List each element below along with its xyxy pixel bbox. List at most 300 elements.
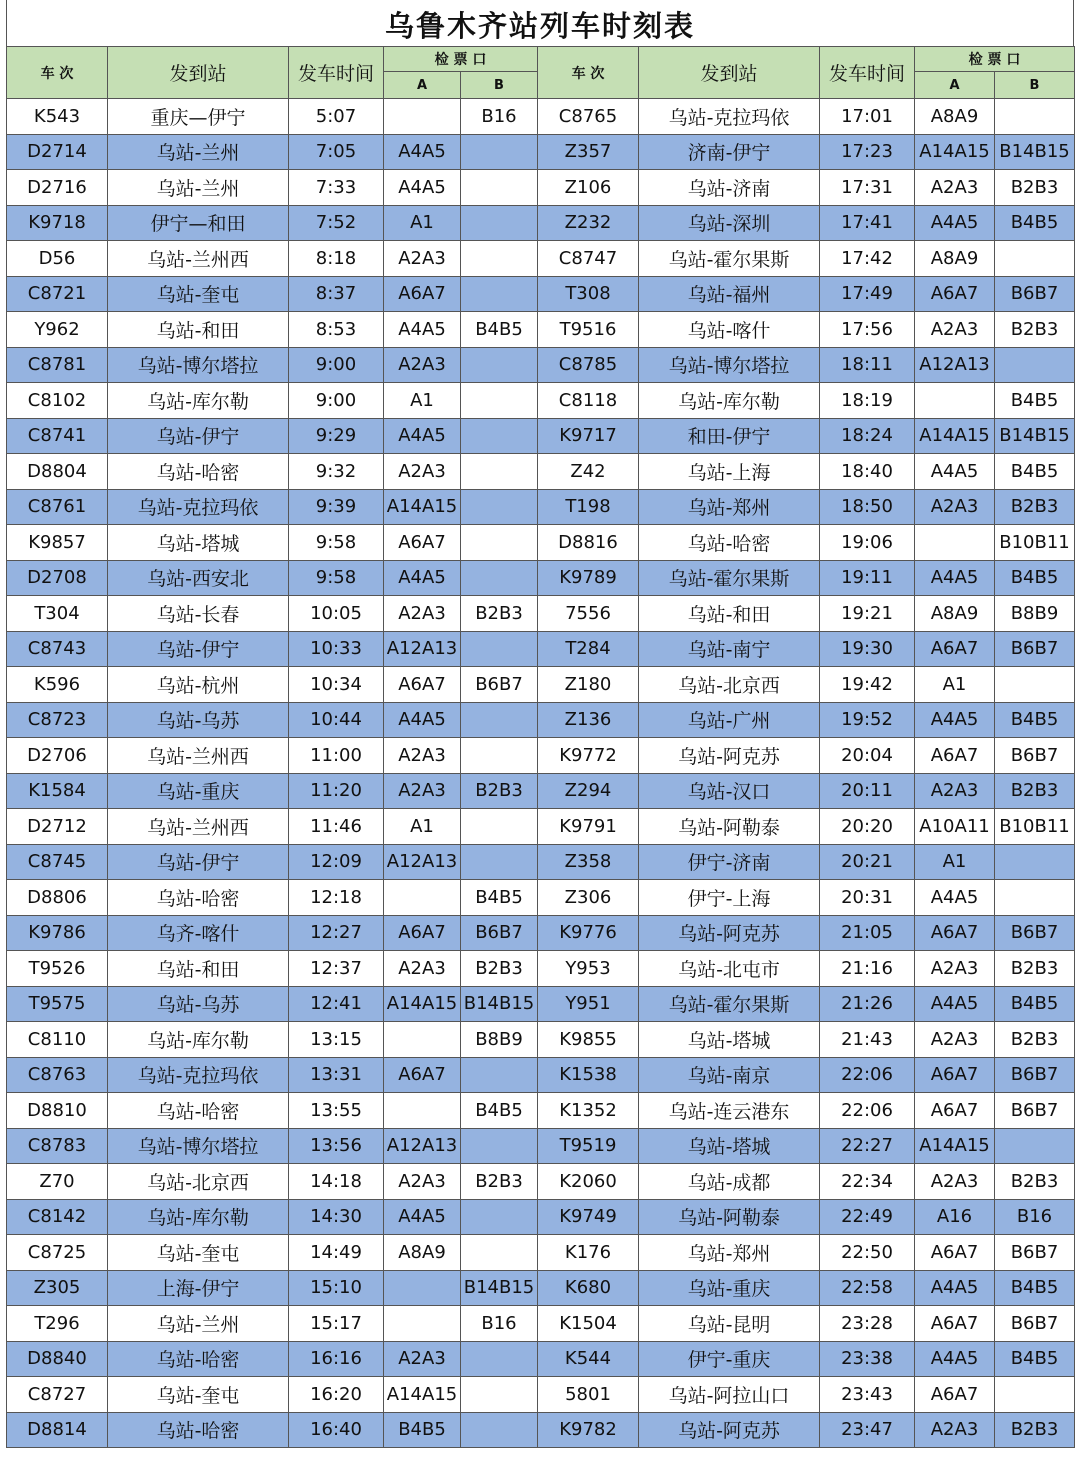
right-gate-b-cell: B2B3 bbox=[995, 1164, 1075, 1200]
left-route-cell: 乌站-哈密 bbox=[108, 1341, 289, 1377]
left-train-no-cell: C8725 bbox=[7, 1235, 108, 1271]
right-train-no-cell: K9776 bbox=[538, 915, 639, 951]
right-gate-a-cell: A4A5 bbox=[915, 702, 995, 738]
left-gate-b-cell bbox=[461, 1235, 538, 1271]
table-row bbox=[7, 1022, 1075, 1058]
table-row bbox=[7, 631, 1075, 667]
left-gate-b-cell bbox=[461, 1128, 538, 1164]
right-gate-b-cell bbox=[995, 347, 1075, 383]
right-route-cell: 乌站-阿克苏 bbox=[639, 915, 820, 951]
right-train-no-cell: K544 bbox=[538, 1341, 639, 1377]
right-train-no-cell: Y953 bbox=[538, 951, 639, 987]
right-depart-time-cell: 20:11 bbox=[820, 773, 915, 809]
left-train-no-cell: T296 bbox=[7, 1306, 108, 1342]
left-train-no-cell: C8743 bbox=[7, 631, 108, 667]
right-depart-time-cell: 22:34 bbox=[820, 1164, 915, 1200]
right-gate-b-cell: B2B3 bbox=[995, 489, 1075, 525]
left-gate-a-cell: A4A5 bbox=[384, 560, 461, 596]
right-train-no-cell: K9782 bbox=[538, 1412, 639, 1448]
left-train-no-cell: K543 bbox=[7, 99, 108, 135]
left-gate-a-cell bbox=[384, 880, 461, 916]
right-train-no-cell: D8816 bbox=[538, 525, 639, 561]
left-route-cell: 乌站-重庆 bbox=[108, 773, 289, 809]
right-depart-time-cell: 21:16 bbox=[820, 951, 915, 987]
left-depart-time-cell: 5:07 bbox=[289, 99, 384, 135]
right-train-no-cell: Y951 bbox=[538, 986, 639, 1022]
left-train-no-cell: K1584 bbox=[7, 773, 108, 809]
left-gate-a-cell: A12A13 bbox=[384, 1128, 461, 1164]
table-row bbox=[7, 986, 1075, 1022]
left-gate-b-cell bbox=[461, 631, 538, 667]
left-gate-b-cell: B2B3 bbox=[461, 596, 538, 632]
right-train-no-cell: Z136 bbox=[538, 702, 639, 738]
table-row bbox=[7, 454, 1075, 490]
left-gate-a-cell: A4A5 bbox=[384, 702, 461, 738]
left-gate-a-cell: A1 bbox=[384, 205, 461, 241]
left-route-cell: 乌站-兰州西 bbox=[108, 809, 289, 845]
timetable bbox=[6, 46, 1075, 1448]
right-route-cell: 乌站-北屯市 bbox=[639, 951, 820, 987]
left-depart-time-cell: 8:53 bbox=[289, 312, 384, 348]
left-gate-a-cell: A2A3 bbox=[384, 773, 461, 809]
left-route-cell: 乌站-奎屯 bbox=[108, 276, 289, 312]
left-train-no-cell: K9857 bbox=[7, 525, 108, 561]
right-gate-a-cell: A8A9 bbox=[915, 596, 995, 632]
right-route-cell: 乌站-阿勒泰 bbox=[639, 809, 820, 845]
right-train-no-cell: C8765 bbox=[538, 99, 639, 135]
right-gate-b-cell: B4B5 bbox=[995, 560, 1075, 596]
left-gate-b-cell bbox=[461, 454, 538, 490]
left-depart-time-cell: 12:18 bbox=[289, 880, 384, 916]
right-gate-a-cell: A2A3 bbox=[915, 170, 995, 206]
left-gate-b-cell bbox=[461, 383, 538, 419]
left-depart-time-cell: 13:15 bbox=[289, 1022, 384, 1058]
table-row bbox=[7, 560, 1075, 596]
right-depart-time-cell: 17:41 bbox=[820, 205, 915, 241]
left-gate-b-cell bbox=[461, 205, 538, 241]
table-row bbox=[7, 1164, 1075, 1200]
left-depart-time-cell: 8:18 bbox=[289, 241, 384, 277]
left-gate-b-cell bbox=[461, 844, 538, 880]
right-depart-time-cell: 19:21 bbox=[820, 596, 915, 632]
left-train-no-cell: D2716 bbox=[7, 170, 108, 206]
right-train-no-cell: K176 bbox=[538, 1235, 639, 1271]
right-train-no-cell: K9789 bbox=[538, 560, 639, 596]
right-depart-time-cell: 20:04 bbox=[820, 738, 915, 774]
header-gate-b: B bbox=[461, 72, 538, 99]
left-gate-b-cell bbox=[461, 525, 538, 561]
right-gate-a-cell: A6A7 bbox=[915, 1377, 995, 1413]
right-depart-time-cell: 17:42 bbox=[820, 241, 915, 277]
right-route-cell: 乌站-霍尔果斯 bbox=[639, 241, 820, 277]
left-depart-time-cell: 10:33 bbox=[289, 631, 384, 667]
right-route-cell: 乌站-塔城 bbox=[639, 1128, 820, 1164]
right-depart-time-cell: 19:06 bbox=[820, 525, 915, 561]
right-train-no-cell: Z232 bbox=[538, 205, 639, 241]
right-gate-b-cell: B10B11 bbox=[995, 525, 1075, 561]
right-route-cell: 乌站-成都 bbox=[639, 1164, 820, 1200]
left-route-cell: 上海-伊宁 bbox=[108, 1270, 289, 1306]
left-train-no-cell: K596 bbox=[7, 667, 108, 703]
left-train-no-cell: D56 bbox=[7, 241, 108, 277]
left-train-no-cell: C8763 bbox=[7, 1057, 108, 1093]
left-train-no-cell: Y962 bbox=[7, 312, 108, 348]
left-gate-a-cell: A4A5 bbox=[384, 1199, 461, 1235]
right-route-cell: 乌站-郑州 bbox=[639, 1235, 820, 1271]
right-gate-a-cell: A2A3 bbox=[915, 1022, 995, 1058]
right-gate-a-cell: A6A7 bbox=[915, 1057, 995, 1093]
left-train-no-cell: D8806 bbox=[7, 880, 108, 916]
left-route-cell: 乌站-哈密 bbox=[108, 1412, 289, 1448]
table-row bbox=[7, 489, 1075, 525]
table-row bbox=[7, 1270, 1075, 1306]
right-gate-a-cell: A2A3 bbox=[915, 951, 995, 987]
left-route-cell: 乌站-乌苏 bbox=[108, 702, 289, 738]
left-train-no-cell: D8810 bbox=[7, 1093, 108, 1129]
right-train-no-cell: K2060 bbox=[538, 1164, 639, 1200]
table-row bbox=[7, 1377, 1075, 1413]
right-depart-time-cell: 21:43 bbox=[820, 1022, 915, 1058]
right-route-cell: 乌站-南京 bbox=[639, 1057, 820, 1093]
table-row bbox=[7, 312, 1075, 348]
right-gate-b-cell: B10B11 bbox=[995, 809, 1075, 845]
left-train-no-cell: C8741 bbox=[7, 418, 108, 454]
left-train-no-cell: T304 bbox=[7, 596, 108, 632]
left-train-no-cell: C8110 bbox=[7, 1022, 108, 1058]
right-gate-b-cell: B14B15 bbox=[995, 134, 1075, 170]
right-depart-time-cell: 17:56 bbox=[820, 312, 915, 348]
left-train-no-cell: D2714 bbox=[7, 134, 108, 170]
left-route-cell: 乌站-伊宁 bbox=[108, 844, 289, 880]
left-route-cell: 乌站-奎屯 bbox=[108, 1377, 289, 1413]
right-route-cell: 乌站-福州 bbox=[639, 276, 820, 312]
table-row bbox=[7, 880, 1075, 916]
left-train-no-cell: T9526 bbox=[7, 951, 108, 987]
left-gate-a-cell: A2A3 bbox=[384, 241, 461, 277]
left-depart-time-cell: 12:41 bbox=[289, 986, 384, 1022]
table-row bbox=[7, 1057, 1075, 1093]
left-train-no-cell: K9718 bbox=[7, 205, 108, 241]
left-route-cell: 乌站-杭州 bbox=[108, 667, 289, 703]
right-depart-time-cell: 22:06 bbox=[820, 1057, 915, 1093]
right-route-cell: 乌站-上海 bbox=[639, 454, 820, 490]
right-depart-time-cell: 19:42 bbox=[820, 667, 915, 703]
right-gate-a-cell: A4A5 bbox=[915, 1270, 995, 1306]
right-route-cell: 乌站-哈密 bbox=[639, 525, 820, 561]
left-train-no-cell: C8781 bbox=[7, 347, 108, 383]
right-gate-b-cell: B2B3 bbox=[995, 951, 1075, 987]
right-gate-b-cell bbox=[995, 99, 1075, 135]
right-gate-a-cell: A8A9 bbox=[915, 99, 995, 135]
header-gate-a: A bbox=[384, 72, 461, 99]
right-route-cell: 乌站-济南 bbox=[639, 170, 820, 206]
left-gate-a-cell: A2A3 bbox=[384, 951, 461, 987]
right-gate-a-cell: A4A5 bbox=[915, 560, 995, 596]
header-train-no: 车 次 bbox=[538, 47, 639, 99]
left-depart-time-cell: 9:29 bbox=[289, 418, 384, 454]
right-route-cell: 乌站-阿勒泰 bbox=[639, 1199, 820, 1235]
header-train-no: 车 次 bbox=[7, 47, 108, 99]
right-gate-b-cell: B2B3 bbox=[995, 312, 1075, 348]
timetable-page bbox=[6, 0, 1074, 1466]
left-gate-b-cell bbox=[461, 1341, 538, 1377]
right-gate-a-cell: A6A7 bbox=[915, 915, 995, 951]
right-gate-b-cell: B14B15 bbox=[995, 418, 1075, 454]
right-gate-b-cell bbox=[995, 1377, 1075, 1413]
left-route-cell: 乌站-西安北 bbox=[108, 560, 289, 596]
right-route-cell: 乌站-深圳 bbox=[639, 205, 820, 241]
left-route-cell: 乌站-奎屯 bbox=[108, 1235, 289, 1271]
left-gate-b-cell: B4B5 bbox=[461, 880, 538, 916]
left-train-no-cell: D8804 bbox=[7, 454, 108, 490]
left-gate-b-cell: B2B3 bbox=[461, 1164, 538, 1200]
table-row bbox=[7, 738, 1075, 774]
right-gate-a-cell: A6A7 bbox=[915, 631, 995, 667]
right-gate-a-cell: A4A5 bbox=[915, 205, 995, 241]
left-gate-b-cell bbox=[461, 1199, 538, 1235]
left-route-cell: 乌站-克拉玛依 bbox=[108, 1057, 289, 1093]
right-route-cell: 和田-伊宁 bbox=[639, 418, 820, 454]
left-gate-a-cell bbox=[384, 1270, 461, 1306]
right-depart-time-cell: 17:01 bbox=[820, 99, 915, 135]
right-gate-a-cell: A14A15 bbox=[915, 134, 995, 170]
left-gate-b-cell: B4B5 bbox=[461, 1093, 538, 1129]
right-gate-b-cell bbox=[995, 880, 1075, 916]
right-route-cell: 伊宁-上海 bbox=[639, 880, 820, 916]
right-gate-b-cell: B4B5 bbox=[995, 205, 1075, 241]
right-train-no-cell: K1352 bbox=[538, 1093, 639, 1129]
left-gate-b-cell: B2B3 bbox=[461, 773, 538, 809]
left-gate-a-cell: A4A5 bbox=[384, 418, 461, 454]
right-depart-time-cell: 21:26 bbox=[820, 986, 915, 1022]
left-route-cell: 乌站-兰州 bbox=[108, 134, 289, 170]
right-gate-a-cell bbox=[915, 525, 995, 561]
left-route-cell: 乌站-兰州西 bbox=[108, 241, 289, 277]
left-depart-time-cell: 16:20 bbox=[289, 1377, 384, 1413]
table-row bbox=[7, 276, 1075, 312]
right-gate-a-cell: A16 bbox=[915, 1199, 995, 1235]
left-gate-a-cell bbox=[384, 1306, 461, 1342]
right-gate-a-cell: A4A5 bbox=[915, 880, 995, 916]
left-depart-time-cell: 9:00 bbox=[289, 383, 384, 419]
right-route-cell: 乌站-博尔塔拉 bbox=[639, 347, 820, 383]
right-depart-time-cell: 19:11 bbox=[820, 560, 915, 596]
right-train-no-cell: C8785 bbox=[538, 347, 639, 383]
left-route-cell: 乌站-乌苏 bbox=[108, 986, 289, 1022]
right-depart-time-cell: 23:47 bbox=[820, 1412, 915, 1448]
left-route-cell: 伊宁—和田 bbox=[108, 205, 289, 241]
left-gate-b-cell bbox=[461, 809, 538, 845]
right-depart-time-cell: 17:23 bbox=[820, 134, 915, 170]
left-gate-a-cell: A4A5 bbox=[384, 312, 461, 348]
left-gate-a-cell: A12A13 bbox=[384, 631, 461, 667]
right-train-no-cell: T9516 bbox=[538, 312, 639, 348]
left-gate-a-cell bbox=[384, 1093, 461, 1129]
right-train-no-cell: 7556 bbox=[538, 596, 639, 632]
left-train-no-cell: C8142 bbox=[7, 1199, 108, 1235]
right-route-cell: 乌站-北京西 bbox=[639, 667, 820, 703]
left-route-cell: 乌站-哈密 bbox=[108, 454, 289, 490]
right-route-cell: 乌站-汉口 bbox=[639, 773, 820, 809]
right-gate-b-cell: B2B3 bbox=[995, 773, 1075, 809]
left-gate-a-cell bbox=[384, 1022, 461, 1058]
table-row bbox=[7, 170, 1075, 206]
left-gate-a-cell: A2A3 bbox=[384, 738, 461, 774]
table-row bbox=[7, 667, 1075, 703]
right-gate-b-cell: B6B7 bbox=[995, 738, 1075, 774]
left-gate-b-cell: B16 bbox=[461, 1306, 538, 1342]
left-route-cell: 乌站-和田 bbox=[108, 951, 289, 987]
right-gate-b-cell bbox=[995, 241, 1075, 277]
right-gate-b-cell: B4B5 bbox=[995, 702, 1075, 738]
right-gate-a-cell: A6A7 bbox=[915, 276, 995, 312]
left-depart-time-cell: 15:17 bbox=[289, 1306, 384, 1342]
right-gate-a-cell: A2A3 bbox=[915, 1412, 995, 1448]
left-train-no-cell: D8840 bbox=[7, 1341, 108, 1377]
right-route-cell: 乌站-连云港东 bbox=[639, 1093, 820, 1129]
left-depart-time-cell: 11:20 bbox=[289, 773, 384, 809]
right-route-cell: 乌站-阿克苏 bbox=[639, 738, 820, 774]
right-train-no-cell: K1504 bbox=[538, 1306, 639, 1342]
left-gate-b-cell bbox=[461, 418, 538, 454]
left-gate-a-cell: A4A5 bbox=[384, 170, 461, 206]
table-row bbox=[7, 809, 1075, 845]
table-row bbox=[7, 1306, 1075, 1342]
right-route-cell: 乌站-霍尔果斯 bbox=[639, 986, 820, 1022]
table-row bbox=[7, 844, 1075, 880]
right-gate-b-cell: B6B7 bbox=[995, 1093, 1075, 1129]
right-train-no-cell: K9717 bbox=[538, 418, 639, 454]
right-route-cell: 乌站-阿拉山口 bbox=[639, 1377, 820, 1413]
header-gate-a: A bbox=[915, 72, 995, 99]
left-gate-a-cell: A6A7 bbox=[384, 915, 461, 951]
right-gate-a-cell: A2A3 bbox=[915, 312, 995, 348]
left-route-cell: 乌齐-喀什 bbox=[108, 915, 289, 951]
left-route-cell: 乌站-兰州西 bbox=[108, 738, 289, 774]
left-route-cell: 重庆—伊宁 bbox=[108, 99, 289, 135]
left-gate-b-cell: B16 bbox=[461, 99, 538, 135]
left-route-cell: 乌站-兰州 bbox=[108, 1306, 289, 1342]
right-train-no-cell: K680 bbox=[538, 1270, 639, 1306]
right-gate-a-cell: A14A15 bbox=[915, 1128, 995, 1164]
right-train-no-cell: T308 bbox=[538, 276, 639, 312]
left-depart-time-cell: 14:18 bbox=[289, 1164, 384, 1200]
right-depart-time-cell: 17:31 bbox=[820, 170, 915, 206]
left-depart-time-cell: 16:40 bbox=[289, 1412, 384, 1448]
left-gate-a-cell: A6A7 bbox=[384, 276, 461, 312]
left-gate-b-cell: B14B15 bbox=[461, 986, 538, 1022]
right-depart-time-cell: 20:21 bbox=[820, 844, 915, 880]
left-gate-b-cell: B4B5 bbox=[461, 312, 538, 348]
right-train-no-cell: Z306 bbox=[538, 880, 639, 916]
right-train-no-cell: K9749 bbox=[538, 1199, 639, 1235]
left-gate-b-cell bbox=[461, 241, 538, 277]
right-gate-b-cell: B4B5 bbox=[995, 986, 1075, 1022]
left-train-no-cell: C8723 bbox=[7, 702, 108, 738]
left-gate-a-cell: A2A3 bbox=[384, 596, 461, 632]
table-body bbox=[7, 99, 1075, 1448]
left-depart-time-cell: 11:46 bbox=[289, 809, 384, 845]
left-train-no-cell: Z305 bbox=[7, 1270, 108, 1306]
right-gate-a-cell: A8A9 bbox=[915, 241, 995, 277]
left-route-cell: 乌站-哈密 bbox=[108, 1093, 289, 1129]
left-depart-time-cell: 12:09 bbox=[289, 844, 384, 880]
left-train-no-cell: C8727 bbox=[7, 1377, 108, 1413]
left-gate-a-cell: A1 bbox=[384, 383, 461, 419]
left-route-cell: 乌站-哈密 bbox=[108, 880, 289, 916]
right-gate-a-cell: A4A5 bbox=[915, 986, 995, 1022]
left-depart-time-cell: 13:55 bbox=[289, 1093, 384, 1129]
left-gate-a-cell: A2A3 bbox=[384, 1164, 461, 1200]
left-gate-b-cell bbox=[461, 276, 538, 312]
left-gate-b-cell bbox=[461, 1057, 538, 1093]
left-gate-b-cell: B2B3 bbox=[461, 951, 538, 987]
table-row bbox=[7, 1235, 1075, 1271]
left-gate-a-cell: A4A5 bbox=[384, 134, 461, 170]
table-row bbox=[7, 773, 1075, 809]
left-gate-a-cell: A1 bbox=[384, 809, 461, 845]
left-train-no-cell: C8745 bbox=[7, 844, 108, 880]
right-gate-b-cell: B6B7 bbox=[995, 1235, 1075, 1271]
right-gate-b-cell: B16 bbox=[995, 1199, 1075, 1235]
right-gate-a-cell bbox=[915, 383, 995, 419]
right-gate-a-cell: A6A7 bbox=[915, 1093, 995, 1129]
left-route-cell: 乌站-伊宁 bbox=[108, 631, 289, 667]
right-gate-b-cell bbox=[995, 667, 1075, 703]
header-depart-time: 发车时间 bbox=[289, 47, 384, 99]
right-route-cell: 乌站-广州 bbox=[639, 702, 820, 738]
right-depart-time-cell: 18:19 bbox=[820, 383, 915, 419]
left-depart-time-cell: 10:05 bbox=[289, 596, 384, 632]
left-depart-time-cell: 8:37 bbox=[289, 276, 384, 312]
left-gate-a-cell: A12A13 bbox=[384, 844, 461, 880]
table-row bbox=[7, 205, 1075, 241]
right-train-no-cell: K9855 bbox=[538, 1022, 639, 1058]
left-gate-b-cell bbox=[461, 1377, 538, 1413]
left-depart-time-cell: 14:49 bbox=[289, 1235, 384, 1271]
right-train-no-cell: Z294 bbox=[538, 773, 639, 809]
right-route-cell: 乌站-喀什 bbox=[639, 312, 820, 348]
right-gate-a-cell: A2A3 bbox=[915, 1164, 995, 1200]
left-route-cell: 乌站-长春 bbox=[108, 596, 289, 632]
right-depart-time-cell: 18:11 bbox=[820, 347, 915, 383]
left-depart-time-cell: 13:31 bbox=[289, 1057, 384, 1093]
right-route-cell: 乌站-和田 bbox=[639, 596, 820, 632]
left-train-no-cell: K9786 bbox=[7, 915, 108, 951]
table-row bbox=[7, 134, 1075, 170]
right-train-no-cell: K9791 bbox=[538, 809, 639, 845]
right-gate-b-cell: B6B7 bbox=[995, 1057, 1075, 1093]
table-row bbox=[7, 1412, 1075, 1448]
right-train-no-cell: C8747 bbox=[538, 241, 639, 277]
right-depart-time-cell: 23:28 bbox=[820, 1306, 915, 1342]
left-train-no-cell: D2708 bbox=[7, 560, 108, 596]
right-gate-b-cell: B4B5 bbox=[995, 383, 1075, 419]
table-row bbox=[7, 1341, 1075, 1377]
right-depart-time-cell: 18:50 bbox=[820, 489, 915, 525]
right-depart-time-cell: 20:20 bbox=[820, 809, 915, 845]
right-route-cell: 济南-伊宁 bbox=[639, 134, 820, 170]
left-train-no-cell: C8783 bbox=[7, 1128, 108, 1164]
left-gate-a-cell: A8A9 bbox=[384, 1235, 461, 1271]
right-gate-a-cell: A2A3 bbox=[915, 773, 995, 809]
right-depart-time-cell: 22:58 bbox=[820, 1270, 915, 1306]
right-gate-a-cell: A14A15 bbox=[915, 418, 995, 454]
right-depart-time-cell: 18:40 bbox=[820, 454, 915, 490]
left-route-cell: 乌站-兰州 bbox=[108, 170, 289, 206]
header-gate: 检 票 口 bbox=[384, 47, 538, 72]
left-gate-a-cell: A2A3 bbox=[384, 1341, 461, 1377]
